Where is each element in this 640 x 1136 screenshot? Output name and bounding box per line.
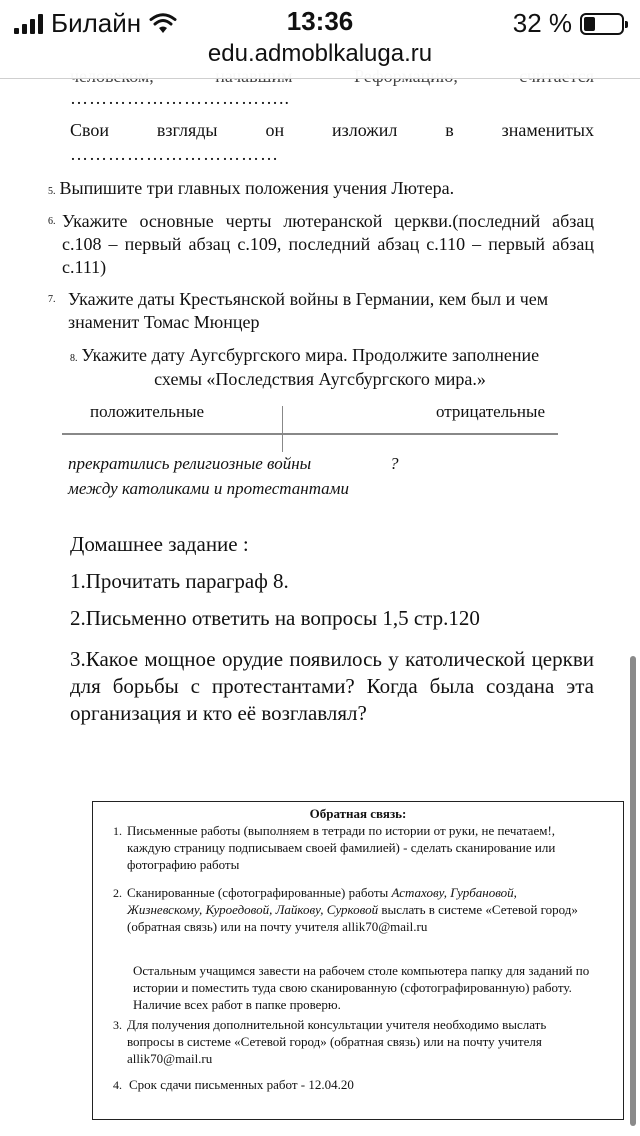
- battery-icon: [580, 13, 624, 35]
- schema-item-2: между католиками и протестантами: [68, 479, 350, 498]
- question-7: 7. Укажите даты Крестьянской войны в Германии, кем был и чем знаменит Томас Мюнцер: [48, 289, 549, 332]
- feedback-item-4: Срок сдачи письменных работ - 12.04.20: [129, 1077, 354, 1092]
- homework-item-1: 1.Прочитать параграф 8.: [70, 569, 289, 593]
- question-5: 5. Выпишите три главных положения учения Лютера.: [48, 178, 455, 198]
- homework-item-2: 2.Письменно ответить на вопросы 1,5 стр.120: [70, 606, 480, 630]
- url-field[interactable]: edu.admoblkaluga.ru: [207, 40, 433, 67]
- answer-blank-2: ……………………………: [70, 144, 279, 164]
- feedback-item-3: Для получения дополнительной консультации учителя необходимо выслать вопросы в системе «Сетевой город» (обратная связь) или на почту учителя allik70@mail.ru: [127, 1017, 547, 1066]
- feedback-item-1-number: 1.: [113, 824, 122, 838]
- battery-percent: 32 %: [512, 8, 572, 38]
- feedback-item-3-number: 3.: [113, 1018, 122, 1032]
- text-line: Свои взгляды он изложил в знаменитых: [70, 120, 594, 140]
- answer-blank-1: ……………………………..: [70, 88, 290, 108]
- feedback-title: Обратная связь:: [309, 806, 407, 821]
- question-6: 6. Укажите основные черты лютеранской церкви.(последний абзац с.108 – первый абзац с.109, последний абзац с.110 – первый абзац с.111): [48, 211, 594, 277]
- feedback-item-2: Сканированные (сфотографированные) работы Астахову, Гурбановой, Жизневскому, Куроедовой, Лайкову, Сурковой выслать в системе «Сетевой город» (обратная связь) или на почту учителя allik70@mail.ru: [127, 885, 578, 934]
- status-bar: [0, 0, 640, 44]
- carrier-name: Билайн: [51, 8, 142, 38]
- schema-positive-header: положительные: [90, 402, 205, 421]
- feedback-item-4-number: 4.: [113, 1078, 122, 1092]
- feedback-box: [92, 801, 624, 1120]
- schema-question-mark: ?: [390, 454, 399, 473]
- schema-divider-horizontal: [62, 433, 558, 435]
- scrollbar[interactable]: [630, 656, 636, 1126]
- schema-item-1: прекратились религиозные войны: [68, 454, 312, 473]
- schema-divider-vertical: [282, 406, 283, 452]
- clock: 13:36: [286, 6, 354, 36]
- homework-title: Домашнее задание :: [70, 532, 249, 556]
- question-8: 8. Укажите дату Аугсбургского мира. Продолжите заполнение: [70, 345, 540, 365]
- feedback-paragraph: Остальным учащимся завести на рабочем столе компьютера папку для заданий по истории и поместить туда свою сканированную (сфотографированную) работу. Наличие всех работ в папке проверю.: [133, 963, 590, 1012]
- schema-negative-header: отрицательные: [436, 402, 545, 421]
- homework-item-3: 3.Какое мощное орудие появилось у католической церкви для борьбы с протестантами? Когда была создана эта организация и кто её возглавлял?: [70, 647, 594, 725]
- feedback-item-2-number: 2.: [113, 886, 122, 900]
- feedback-item-1: Письменные работы (выполняем в тетради по истории от руки, не печатаем!, каждую страницу подписываем своей фамилией) - сделать сканирование или фотографию работы: [127, 823, 556, 872]
- question-8-line-2: схемы «Последствия Аугсбургского мира.»: [154, 369, 486, 389]
- battery-group: [513, 8, 624, 39]
